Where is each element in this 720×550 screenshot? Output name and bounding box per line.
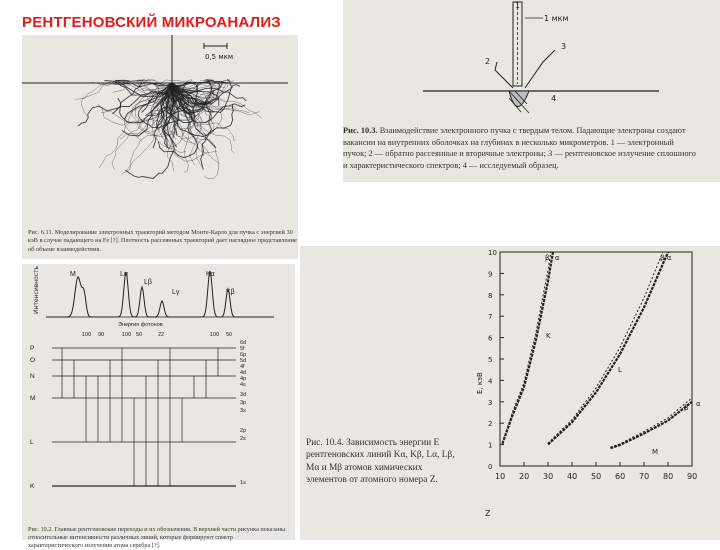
x-tick-label: 80	[663, 472, 674, 481]
line-subscript-label: β	[660, 254, 665, 262]
peak-label-Ka: Kα	[206, 271, 215, 278]
series-line	[548, 252, 668, 444]
y-tick-label: 10	[488, 249, 497, 257]
y-tick-label: 7	[488, 313, 493, 322]
orbital-label: 4p	[240, 376, 247, 382]
x-tick-label: 10	[495, 472, 506, 481]
orbital-label: 4d	[240, 370, 247, 376]
x-tick-label: 60	[615, 472, 626, 481]
level-label: N	[30, 373, 35, 380]
orbital-label: 4s	[240, 382, 246, 388]
level-label: O	[30, 357, 36, 364]
orbital-label: 4f	[240, 364, 245, 370]
series-line	[502, 252, 551, 442]
callout-1: 1	[515, 1, 521, 10]
montecarlo-caption: Рис. 6.11. Моделирование электронных траекторий методом Монте-Карло для пучка с энергией 30 кэВ в случае падающего на Fe [?]. Плотность рассеянных траекторий дает наглядное представление об объеме взаимодействия.	[28, 229, 297, 253]
y-axis-label: E, кэВ	[476, 372, 484, 394]
energy-levels	[30, 340, 246, 490]
energy-tick: 100	[210, 332, 220, 338]
chart-series	[502, 252, 701, 456]
peak-label-M: M	[70, 271, 76, 278]
x-tick-label: 30	[543, 472, 554, 481]
y-tick-label: 2	[488, 420, 493, 429]
line-subscript-label: α	[696, 399, 701, 408]
orbital-label: 6p	[240, 352, 247, 358]
x-tick-label: 90	[687, 472, 698, 481]
x-tick-label: 50	[591, 472, 602, 481]
energy-vs-z-chart	[300, 246, 720, 540]
xray-arrow	[525, 50, 555, 88]
montecarlo-plot	[22, 35, 298, 259]
orbital-label: 3d	[240, 392, 247, 398]
y-tick-label: 0	[488, 463, 493, 471]
line-subscript-label: α	[554, 254, 560, 262]
y-tick-label: 9	[488, 270, 493, 279]
level-label: P	[30, 345, 35, 352]
peak-label-Kb: Kβ	[226, 289, 235, 296]
series-line	[502, 252, 553, 444]
y-tick-label: 4	[488, 377, 493, 386]
energy-tick: 22	[158, 332, 165, 338]
x-tick-label: 70	[639, 472, 650, 481]
series-line	[548, 252, 663, 443]
series-line	[610, 398, 692, 447]
beam-width-label: 1 мкм	[544, 14, 569, 23]
energy-tick: 100	[82, 332, 92, 338]
level-label: M	[30, 395, 36, 402]
chart-frame	[500, 252, 692, 466]
series-line	[610, 402, 692, 448]
series-label: K	[546, 332, 551, 340]
y-tick-label: 5	[488, 356, 493, 364]
y-tick-label: 8	[488, 291, 493, 300]
callout-4: 4	[551, 94, 557, 103]
y-tick-label: 1	[488, 441, 493, 450]
transitions-caption: Рис. 10.2. Главные рентгеновские переходы и их обозначения. В верхней части рисунка показаны относительные интенсивности различных линий, которые формируют спектр характеристического излучения атома серебра [?].	[28, 526, 286, 549]
x-axis-label: Z	[485, 509, 491, 518]
y-tick-label: 3	[488, 398, 493, 407]
orbital-label: 6d	[240, 340, 247, 346]
energy-tick: 90	[98, 332, 105, 338]
energy-tick: 50	[226, 332, 233, 338]
beam-interaction-figure	[343, 0, 720, 182]
orbital-label: 1s	[240, 480, 246, 486]
orbital-label: 5f	[240, 346, 245, 352]
energy-vs-z-caption: Рис. 10.4. Зависимость энергии E рентгеновских линий Kα, Kβ, Lα, Lβ, Mα и Mβ атомов химических элементов от атомного номера Z.	[306, 438, 455, 486]
caption-body: Взаимодействие электронного пучка с твердым телом. Падающие электроны создают вакансии на внутренних оболочках на глубинах в несколько микрометров. 1 — электронный пучок; 2 — обратно рассеянные и вторичные электроны; 3 — рентгеновское излучение сплошного и характеристического спектров; 4 — исследуемый образец.	[343, 126, 696, 170]
scale-label: 0,5 мкм	[205, 53, 234, 61]
spectrum-curve	[46, 271, 274, 317]
energy-tick-row	[82, 332, 232, 338]
line-subscript-label: β	[684, 403, 689, 412]
intensity-axis-label: Интенсивность	[33, 265, 40, 314]
interaction-volume	[509, 91, 529, 107]
montecarlo-figure	[22, 35, 298, 259]
series-label: L	[618, 366, 622, 374]
chart-axes	[488, 249, 697, 481]
orbital-label: 2s	[240, 436, 246, 442]
level-label: L	[30, 439, 34, 446]
x-tick-label: 20	[519, 472, 530, 481]
orbital-label: 3s	[240, 408, 246, 414]
line-subscript-label: α	[666, 254, 672, 262]
series-label: M	[652, 448, 659, 456]
level-label: K	[30, 483, 35, 490]
y-tick-label: 6	[488, 334, 493, 343]
transitions-figure	[22, 264, 295, 549]
orbital-label: 3p	[240, 400, 247, 406]
x-tick-label: 40	[567, 472, 578, 481]
peak-label-Lg: Lγ	[172, 289, 180, 296]
callout-2: 2	[485, 57, 491, 66]
peak-label-Lb: Lβ	[144, 279, 152, 286]
energy-tick: 100	[122, 332, 132, 338]
peak-label-La: Lα	[120, 271, 128, 278]
caption-lead: Рис. 10.3.	[343, 126, 378, 135]
orbital-label: 2p	[240, 428, 247, 434]
energy-tick: 50	[136, 332, 143, 338]
slide-title: РЕНТГЕНОВСКИЙ МИКРОАНАЛИЗ	[22, 14, 281, 31]
line-subscript-label: β	[545, 254, 550, 262]
trajectory-cloud	[75, 79, 262, 178]
backscatter-arrow	[495, 62, 513, 88]
energy-vs-z-figure	[300, 246, 720, 540]
energy-axis-label: Энергия фотонов	[118, 322, 163, 328]
transitions-diagram	[22, 264, 295, 540]
transition-arrows	[62, 348, 218, 486]
beam-interaction-caption	[343, 125, 698, 171]
orbital-label: 5d	[240, 358, 247, 364]
callout-3: 3	[561, 42, 567, 51]
